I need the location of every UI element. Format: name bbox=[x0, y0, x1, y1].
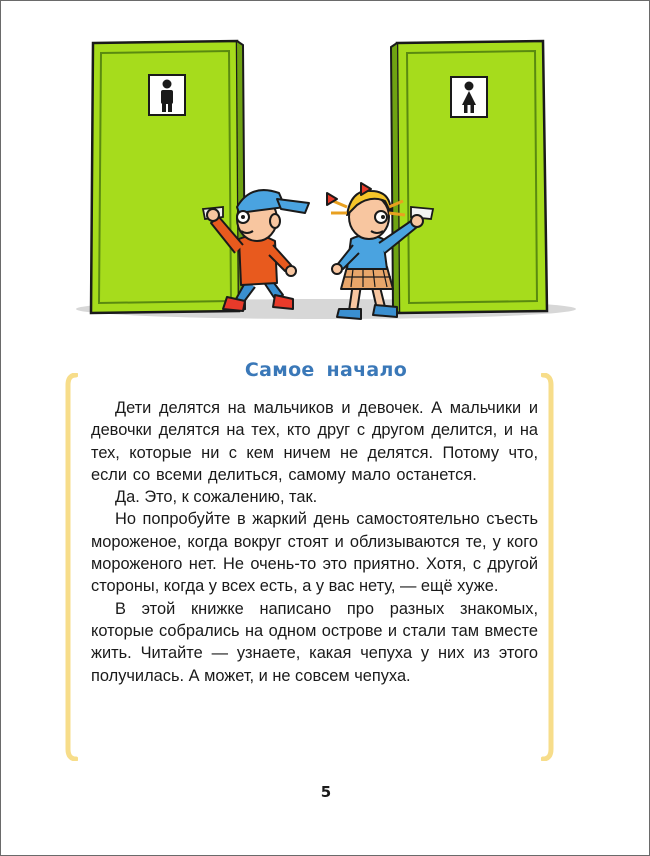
paragraph: Да. Это, к сожалению, так. bbox=[115, 488, 318, 507]
chapter-body bbox=[91, 397, 538, 687]
restroom-doors-illustration bbox=[71, 31, 581, 331]
right-decorative-bracket bbox=[541, 373, 555, 761]
chapter-title: Самое начало bbox=[244, 359, 408, 381]
girls-door bbox=[391, 41, 547, 313]
left-decorative-bracket bbox=[64, 373, 78, 761]
paragraph: Но попробуйте в жаркий день самостоятельно съесть мороженое, когда вокруг стоят и облизываются те, у кого мороженого нет. Не очень-то это приятно. Хотя, с другой стороны, когда у всех есть, а у вас нету, — ещё хуже. bbox=[91, 510, 538, 596]
boys-door bbox=[91, 41, 245, 313]
paragraph: Дети делятся на мальчиков и девочек. А мальчики и девочки делятся на тех, кто друг с другом делится, и на тех, которые ни с кем ничем не делятся. Потому что, если со всеми делиться, самому мало останется. bbox=[91, 399, 538, 484]
girl-restroom-sign-icon bbox=[451, 77, 487, 117]
paragraph: В этой книжке написано про разных знакомых, которые собрались на одном острове и стали там вместе жить. Читайте — узнаете, какая чепуха у них из этого получилась. А может, и не совсем чепуха. bbox=[91, 599, 538, 685]
boy-restroom-sign-icon bbox=[149, 75, 185, 115]
page-number: 5 bbox=[320, 783, 332, 801]
